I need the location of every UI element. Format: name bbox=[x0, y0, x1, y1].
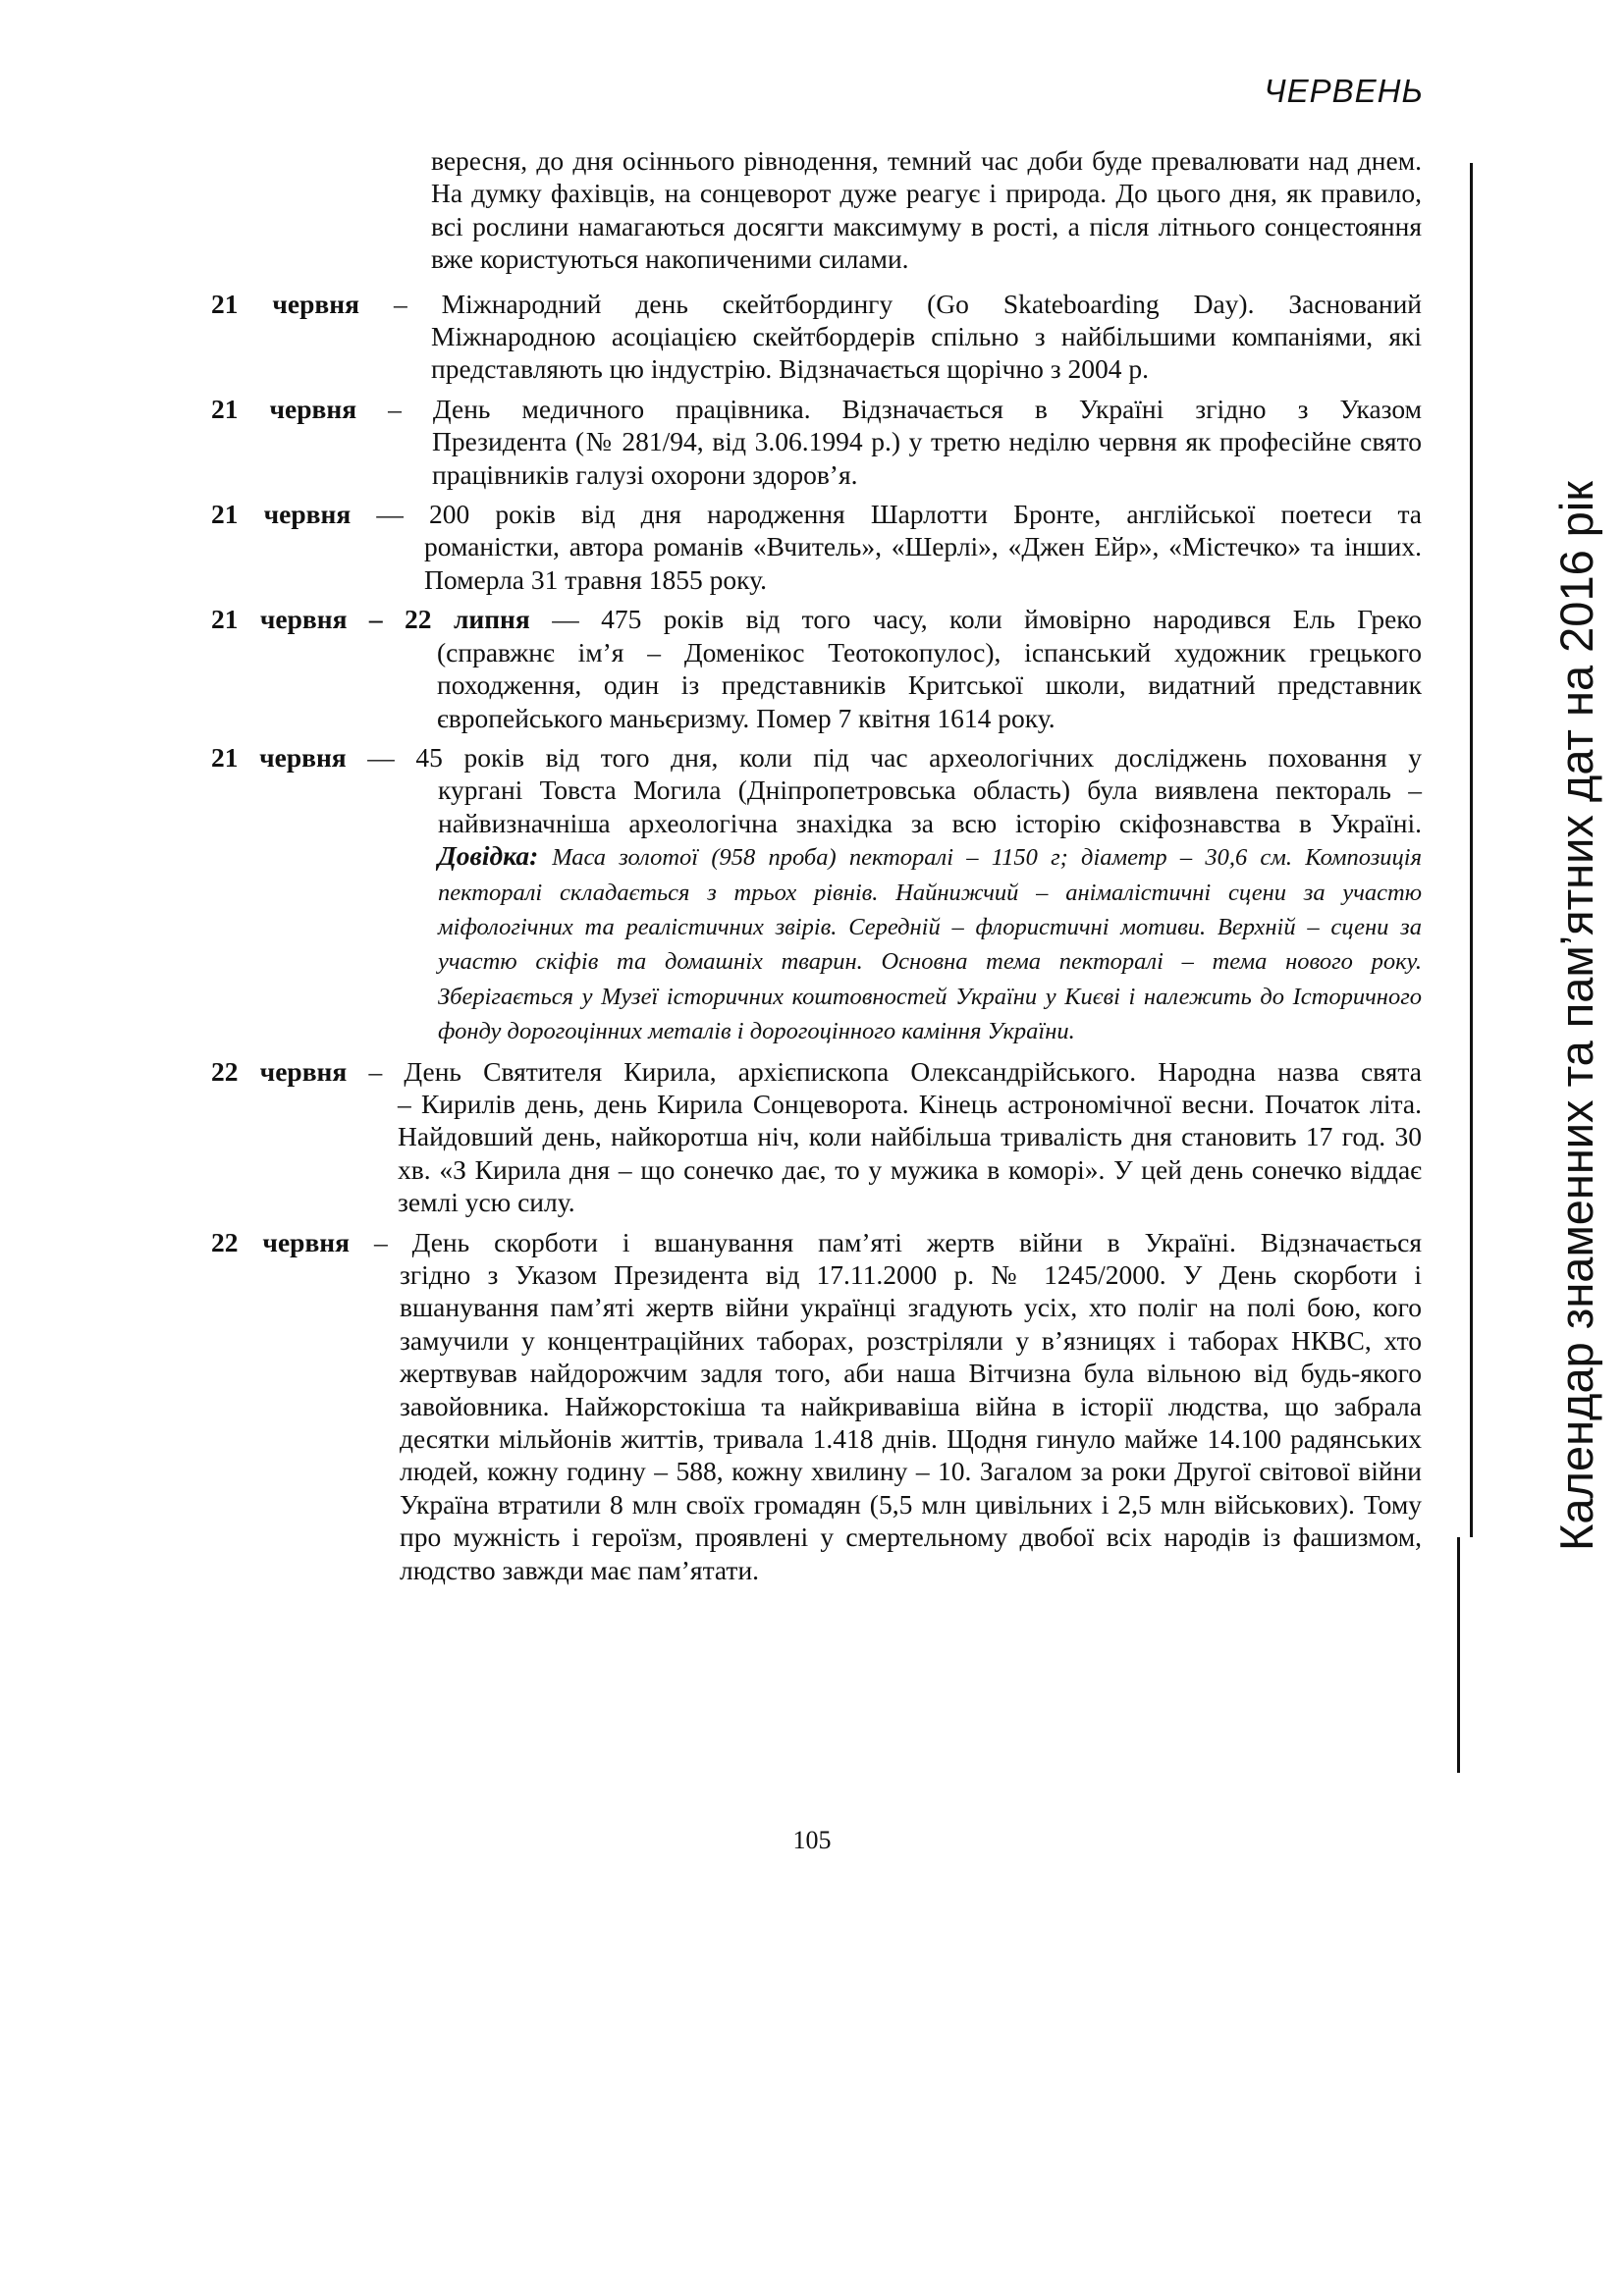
entry-day-of-mourning bbox=[211, 1226, 1422, 1586]
entry-st-cyril-day bbox=[211, 1055, 1422, 1219]
page-number: 105 bbox=[792, 1826, 832, 1854]
entry-text: Міжнародною асоціацією скейтбордерів спільно з найбільшими компаніями, які представляють цю індустрію. Відзначається щорічно з 2004 р. bbox=[431, 321, 1422, 385]
entry-first-line bbox=[211, 498, 1422, 530]
entry-text-start: — 475 років від того часу, коли ймовірно народився Ель Греко bbox=[552, 604, 1422, 635]
entry-first-line bbox=[211, 741, 1422, 774]
entry-medical-worker-day bbox=[211, 393, 1422, 491]
entry-charlotte-bronte bbox=[211, 498, 1422, 596]
entry-skateboarding-day bbox=[211, 288, 1422, 386]
entry-text: романістки, автора романів «Вчитель», «Шерлі», «Джен Ейр», «Містечко» та інших. Померла 31 травня 1855 року. bbox=[424, 531, 1422, 595]
entry-text-start: – Міжнародний день скейтбордингу (Go Skateboarding Day). Заснований bbox=[393, 288, 1423, 319]
entry-first-line bbox=[211, 603, 1422, 635]
entry-date: 21 червня bbox=[211, 499, 352, 530]
entry-text-start: – День скорботи і вшанування пам’яті жертв війни в Україні. Відзначається bbox=[373, 1226, 1422, 1257]
book-title-sidebar: Календар знаменних та пам’ятних дат на 2016 рік bbox=[1550, 481, 1602, 1551]
section-header: ЧЕРВЕНЬ bbox=[1264, 73, 1424, 109]
entry-first-line bbox=[211, 1055, 1422, 1088]
entry-date: 22 червня bbox=[211, 1226, 351, 1257]
reference-note: Маса золотої (958 проба) пекторалі – 1150 г; діаметр – 30,6 см. Композиція пекторалі складається з трьох рівнів. Найнижчий – анімалістичні сцени за участю міфологічних та реалістичних звірів. Середній – флористичні мотиви. Верхній – сцени за участю скіфів та домашніх тварин. Основна тема пекторалі – тема нового року. Зберігається у Музеї історичних коштовностей України у Києві і належить до Історичного фонду дорогоцінних металів і дорогоцінного каміння України. bbox=[438, 844, 1422, 1045]
divider-rule-bottom bbox=[1457, 1537, 1460, 1773]
entry-first-line bbox=[211, 1226, 1422, 1258]
entry-text: Президента (№ 281/94, від 3.06.1994 р.) у третю неділю червня як професійне свято працівників галузі охорони здоров’я. bbox=[432, 426, 1422, 490]
reference-label: Довідка: bbox=[438, 840, 539, 872]
entry-date: 21 червня bbox=[211, 393, 357, 424]
entry-pectoral-discovery bbox=[211, 741, 1422, 1048]
entry-el-greco bbox=[211, 603, 1422, 734]
entry-text-block bbox=[438, 774, 1422, 1047]
entry-date: 21 червня – 22 липня bbox=[211, 604, 530, 635]
intro-paragraph: вересня, до дня осіннього рівнодення, темний час доби буде превалювати над днем. На думку фахівців, на сонцеворот дуже реагує і природа. До цього дня, як правило, всі рослини намагаються досягти максимуму в рості, а після літнього сонцестояння вже користуються накопиченими силами. bbox=[431, 145, 1422, 275]
entry-text: (справжнє ім’я – Доменікос Теотокопулос), іспанський художник грецького походження, один із представників Критської школи, видатний представник європейського маньєризму. Помер 7 квітня 1614 року. bbox=[437, 636, 1422, 733]
entry-text: згідно з Указом Президента від 17.11.2000 р. № 1245/2000. У День скорботи і вшанування пам’яті жертв війни українці згадують усіх, хто поліг на полі бою, кого замучили у концентраційних таборах, розстріляли у в’язницях і таборах НКВС, хто жертвував найдорожчим задля того, аби наша Вітчизна була вільною від будь-якого завойовника. Найжорстокіша та найкривавіша війна в історії людства, що забрала десятки мільйонів життів, тривала 1.418 днів. Щодня гинуло майже 14.100 радянських людей, кожну годину – 588, кожну хвилину – 10. Загалом за роки Другої світової війни Україна втратили 8 млн своїх громадян (5,5 млн цивільних і 2,5 млн військових). Тому про мужність і героїзм, проявлені у смертельному двобої всіх народів із фашизмом, людство завжди має пам’ятати. bbox=[400, 1259, 1422, 1585]
entry-first-line bbox=[211, 393, 1422, 425]
entry-text: – Кирилів день, день Кирила Сонцеворота. Кінець астрономічної весни. Початок літа. Найдовший день, найкоротша ніч, коли найбільша тривалість дня становить 17 год. 30 хв. «З Кирила дня – що сонечко дає, то у мужика в коморі». У цей день сонечко віддає землі усю силу. bbox=[398, 1088, 1422, 1218]
entry-text: кургані Товста Могила (Дніпропетровська область) була виявлена пектораль – найвизначніша археологічна знахідка за всю історію скіфознавства в Україні. bbox=[438, 774, 1422, 838]
entry-text-start: — 45 років від того дня, коли під час археологічних досліджень поховання у bbox=[367, 741, 1422, 773]
entry-date: 21 червня bbox=[211, 288, 360, 319]
entry-date: 21 червня bbox=[211, 741, 347, 773]
page-body bbox=[211, 144, 1422, 1586]
entry-date: 22 червня bbox=[211, 1055, 348, 1087]
entry-text-start: – День Святителя Кирила, архієпископа Олександрійського. Народна назва свята bbox=[368, 1055, 1422, 1087]
entry-first-line bbox=[211, 288, 1422, 320]
divider-rule-top bbox=[1470, 163, 1473, 1537]
entry-text-start: — 200 років від дня народження Шарлотти Бронте, англійської поетеси та bbox=[376, 499, 1423, 530]
entry-text-start: – День медичного працівника. Відзначається в Україні згідно з Указом bbox=[388, 393, 1422, 424]
